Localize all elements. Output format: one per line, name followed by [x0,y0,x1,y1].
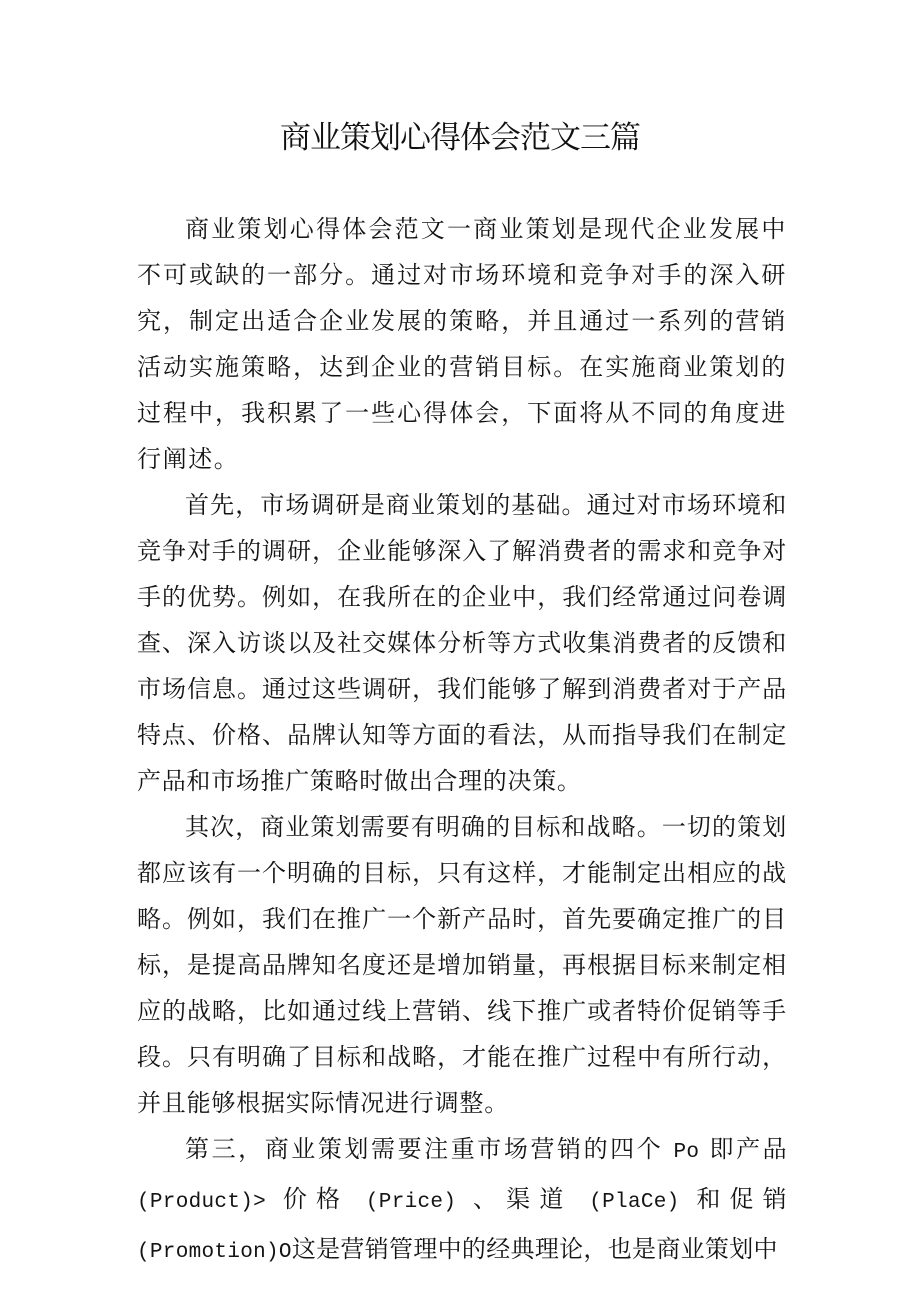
p4-place: (PlaCe) [589,1191,680,1214]
paragraph-1: 商业策划心得体会范文一商业策划是现代企业发展中不可或缺的一部分。通过对市场环境和竞争对手的深入研究，制定出适合企业发展的策略，并且通过一系列的营销活动实施策略，达到企业的营销目标。在实施商业策划的过程中，我积累了一些心得体会，下面将从不同的角度进行阐述。 [137,215,787,473]
paragraph-4 [137,1126,787,1276]
document-body [137,206,787,1276]
p4-text-11: 这是营销管理中的经典理论，也是商业策划中 [291,1235,778,1263]
p4-price-label: 价格 [282,1185,350,1213]
p4-text-3: 即产品 [709,1135,787,1163]
p4-price: (Price) [365,1191,457,1214]
p4-promotion: (Promotion)O [137,1241,292,1264]
p4-po: Po [673,1141,700,1164]
p4-product: (Product)> [137,1191,267,1214]
paragraph-2: 首先，市场调研是商业策划的基础。通过对市场环境和竞争对手的调研，企业能够深入了解消费者的需求和竞争对手的优势。例如，在我所在的企业中，我们经常通过问卷调查、深入访谈以及社交媒体分析等方式收集消费者的反馈和市场信息。通过这些调研，我们能够了解到消费者对于产品特点、价格、品牌认知等方面的看法，从而指导我们在制定产品和市场推广策略时做出合理的决策。 [137,491,787,795]
p4-channel-label: 、渠道 [473,1185,573,1213]
document-title: 商业策划心得体会范文三篇 [280,120,640,156]
paragraph-3: 其次，商业策划需要有明确的目标和战略。一切的策划都应该有一个明确的目标，只有这样，才能制定出相应的战略。例如，我们在推广一个新产品时，首先要确定推广的目标，是提高品牌知名度还是增加销量，再根据目标来制定相应的战略，比如通过线上营销、线下推广或者特价促销等手段。只有明确了目标和战略，才能在推广过程中有所行动，并且能够根据实际情况进行调整。 [137,813,787,1117]
p4-text-1: 第三，商业策划需要注重市场营销的四个 [185,1135,664,1163]
p4-promo-label: 和促销 [696,1185,787,1213]
